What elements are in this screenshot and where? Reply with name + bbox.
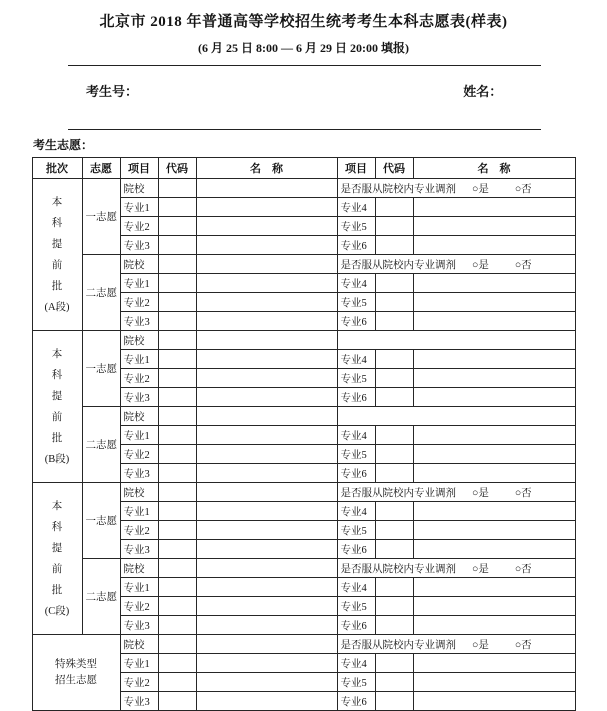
name-field[interactable]: [413, 597, 575, 616]
code-field[interactable]: [158, 369, 196, 388]
row-item-label: 专业4: [337, 426, 375, 445]
column-header: 批次: [32, 158, 82, 179]
form-title: 北京市 2018 年普通高等学校招生统考考生本科志愿表(样表): [99, 14, 508, 30]
code-field[interactable]: [375, 597, 413, 616]
adjust-option-yes[interactable]: ○是: [472, 487, 489, 499]
row-item-label: 专业3: [120, 236, 158, 255]
batch-label-line: 本: [51, 500, 63, 512]
batch-label-line: 前: [51, 563, 63, 575]
column-header: 名 称: [413, 158, 575, 179]
name-field[interactable]: [196, 521, 337, 540]
batch-label-line: 本: [51, 348, 63, 360]
table-row: [32, 179, 575, 198]
name-field[interactable]: [413, 521, 575, 540]
row-item-label: 专业5: [337, 293, 375, 312]
adjust-question: 是否服从院校内专业调剂: [340, 639, 456, 651]
code-field[interactable]: [375, 616, 413, 635]
name-field[interactable]: [196, 502, 337, 521]
code-field[interactable]: [158, 521, 196, 540]
batch-label-line: 特殊类型: [55, 658, 97, 670]
choice-label: 一志愿: [82, 331, 120, 407]
batch-label-line: 提: [51, 390, 63, 402]
name-field[interactable]: [413, 692, 575, 711]
column-header: 项目: [337, 158, 375, 179]
section-label: 考生志愿：: [33, 138, 94, 152]
name-field[interactable]: [196, 464, 337, 483]
name-field[interactable]: [196, 616, 337, 635]
name-field[interactable]: [413, 616, 575, 635]
code-field[interactable]: [375, 274, 413, 293]
row-item-label: 专业5: [337, 445, 375, 464]
batch-label-line: 招生志愿: [55, 674, 97, 686]
row-item-label: 专业5: [337, 217, 375, 236]
code-field[interactable]: [375, 502, 413, 521]
candidate-no-label: 考生号：: [86, 84, 139, 99]
code-field[interactable]: [375, 578, 413, 597]
row-item-label: 院校: [120, 255, 158, 274]
name-field[interactable]: [196, 369, 337, 388]
row-item-label: 专业6: [337, 540, 375, 559]
name-field[interactable]: [196, 597, 337, 616]
row-item-label: 专业6: [337, 692, 375, 711]
name-field[interactable]: [413, 350, 575, 369]
adjust-cell[interactable]: [337, 407, 575, 426]
code-field[interactable]: [158, 635, 196, 654]
table-row: [32, 331, 575, 350]
volunteer-table: [32, 157, 576, 711]
batch-label-line: 提: [51, 542, 63, 554]
code-field[interactable]: [375, 293, 413, 312]
row-item-label: 专业1: [120, 502, 158, 521]
name-field[interactable]: [196, 312, 337, 331]
code-field[interactable]: [375, 540, 413, 559]
row-item-label: 专业3: [120, 464, 158, 483]
code-field[interactable]: [158, 692, 196, 711]
name-field[interactable]: [196, 635, 337, 654]
table-row: [32, 255, 575, 274]
choice-label: 二志愿: [82, 255, 120, 331]
batch-label-line: 科: [51, 369, 63, 381]
row-item-label: 院校: [120, 483, 158, 502]
code-field[interactable]: [158, 388, 196, 407]
row-item-label: 专业3: [120, 616, 158, 635]
adjust-option-no[interactable]: ○否: [514, 259, 532, 271]
adjust-option-yes[interactable]: ○是: [472, 183, 489, 195]
code-field[interactable]: [375, 236, 413, 255]
name-field[interactable]: [196, 274, 337, 293]
name-field[interactable]: [413, 236, 575, 255]
name-field[interactable]: [196, 559, 337, 578]
name-field[interactable]: [413, 388, 575, 407]
code-field[interactable]: [375, 312, 413, 331]
name-field[interactable]: [196, 331, 337, 350]
table-row: [32, 483, 575, 502]
name-field[interactable]: [196, 540, 337, 559]
code-field[interactable]: [158, 559, 196, 578]
batch-label-line: 批: [51, 584, 63, 596]
adjust-cell[interactable]: [337, 331, 575, 350]
adjust-option-yes[interactable]: ○是: [472, 259, 489, 271]
code-field[interactable]: [158, 502, 196, 521]
batch-label-line: 批: [51, 432, 63, 444]
code-field[interactable]: [158, 255, 196, 274]
name-field[interactable]: [196, 350, 337, 369]
row-item-label: 院校: [120, 331, 158, 350]
batch-label-line: 提: [51, 238, 63, 250]
batch-label-line: (A段): [44, 301, 70, 313]
row-item-label: 专业4: [337, 502, 375, 521]
code-field[interactable]: [158, 331, 196, 350]
name-field[interactable]: [196, 654, 337, 673]
row-item-label: 专业6: [337, 388, 375, 407]
name-field[interactable]: [196, 217, 337, 236]
row-item-label: 院校: [120, 179, 158, 198]
code-field[interactable]: [158, 597, 196, 616]
code-field[interactable]: [158, 578, 196, 597]
name-field[interactable]: [413, 502, 575, 521]
row-item-label: 专业2: [120, 217, 158, 236]
choice-label: 二志愿: [82, 407, 120, 483]
code-field[interactable]: [375, 350, 413, 369]
row-item-label: 专业1: [120, 654, 158, 673]
code-field[interactable]: [375, 388, 413, 407]
row-item-label: 专业6: [337, 236, 375, 255]
row-item-label: 专业5: [337, 597, 375, 616]
batch-label-line: 科: [51, 217, 63, 229]
adjust-option-no[interactable]: ○否: [514, 487, 532, 499]
code-field[interactable]: [158, 293, 196, 312]
name-field[interactable]: [413, 673, 575, 692]
adjust-question: 是否服从院校内专业调剂: [340, 183, 456, 195]
name-field[interactable]: [413, 578, 575, 597]
row-item-label: 专业4: [337, 350, 375, 369]
table-row: [32, 559, 575, 578]
choice-label: 一志愿: [82, 483, 120, 559]
adjust-cell: [337, 483, 575, 502]
code-field[interactable]: [375, 692, 413, 711]
batch-label-line: (B段): [44, 453, 70, 465]
table-header-row: [32, 158, 575, 179]
adjust-option-yes[interactable]: ○是: [472, 563, 489, 575]
code-field[interactable]: [158, 673, 196, 692]
row-item-label: 专业4: [337, 198, 375, 217]
row-item-label: 院校: [120, 559, 158, 578]
row-item-label: 专业2: [120, 521, 158, 540]
adjust-cell: [337, 255, 575, 274]
adjust-option-no[interactable]: ○否: [514, 563, 532, 575]
code-field[interactable]: [158, 236, 196, 255]
row-item-label: 专业3: [120, 540, 158, 559]
code-field[interactable]: [375, 521, 413, 540]
batch-label-line: 批: [51, 280, 63, 292]
code-field[interactable]: [158, 217, 196, 236]
code-field[interactable]: [158, 464, 196, 483]
table-row: [32, 407, 575, 426]
column-header: 代码: [158, 158, 196, 179]
row-item-label: 专业2: [120, 445, 158, 464]
batch-label-line: 科: [51, 521, 63, 533]
row-item-label: 专业2: [120, 597, 158, 616]
name-field[interactable]: [413, 445, 575, 464]
adjust-question: 是否服从院校内专业调剂: [340, 259, 456, 271]
row-item-label: 专业6: [337, 312, 375, 331]
batch-label-line: 前: [51, 259, 63, 271]
name-field[interactable]: [413, 312, 575, 331]
row-item-label: 专业1: [120, 198, 158, 217]
row-item-label: 专业2: [120, 293, 158, 312]
name-field[interactable]: [413, 217, 575, 236]
row-item-label: 专业3: [120, 312, 158, 331]
name-field[interactable]: [413, 464, 575, 483]
row-item-label: 专业1: [120, 426, 158, 445]
choice-label: 一志愿: [82, 179, 120, 255]
row-item-label: 专业5: [337, 521, 375, 540]
row-item-label: 专业2: [120, 369, 158, 388]
code-field[interactable]: [158, 654, 196, 673]
name-field[interactable]: [413, 540, 575, 559]
name-field[interactable]: [413, 293, 575, 312]
code-field[interactable]: [158, 274, 196, 293]
row-item-label: 院校: [120, 635, 158, 654]
code-field[interactable]: [375, 464, 413, 483]
batch-label-line: 前: [51, 411, 63, 423]
row-item-label: 专业3: [120, 692, 158, 711]
name-field[interactable]: [196, 426, 337, 445]
table-row: [32, 635, 575, 654]
batch-label-line: 本: [51, 196, 63, 208]
row-item-label: 专业1: [120, 350, 158, 369]
column-header: 项目: [120, 158, 158, 179]
name-field[interactable]: [196, 198, 337, 217]
code-field[interactable]: [375, 217, 413, 236]
code-field[interactable]: [158, 198, 196, 217]
code-field[interactable]: [375, 198, 413, 217]
batch-label-line: (C段): [44, 605, 70, 617]
name-field[interactable]: [196, 293, 337, 312]
name-field[interactable]: [413, 426, 575, 445]
name-field[interactable]: [413, 654, 575, 673]
row-item-label: 专业5: [337, 673, 375, 692]
row-item-label: 专业1: [120, 274, 158, 293]
batch-label: [32, 179, 82, 331]
row-item-label: 专业3: [120, 388, 158, 407]
adjust-option-no[interactable]: ○否: [514, 639, 532, 651]
name-field[interactable]: [196, 179, 337, 198]
adjust-cell: [337, 635, 575, 654]
candidate-info-row: [0, 66, 607, 129]
name-field[interactable]: [413, 369, 575, 388]
row-item-label: 专业6: [337, 616, 375, 635]
name-field[interactable]: [413, 274, 575, 293]
name-field[interactable]: [196, 483, 337, 502]
column-header: 代码: [375, 158, 413, 179]
code-field[interactable]: [375, 445, 413, 464]
name-label: 姓名：: [463, 84, 503, 99]
name-field[interactable]: [413, 198, 575, 217]
code-field[interactable]: [158, 483, 196, 502]
adjust-option-no[interactable]: ○否: [514, 183, 532, 195]
form-subtitle: (6 月 25 日 8:00 — 6 月 29 日 20:00 填报): [198, 41, 409, 55]
code-field[interactable]: [158, 616, 196, 635]
code-field[interactable]: [158, 407, 196, 426]
divider-bottom: [68, 129, 541, 130]
row-item-label: 专业5: [337, 369, 375, 388]
batch-label: [32, 635, 120, 711]
column-header: 志愿: [82, 158, 120, 179]
code-field[interactable]: [375, 654, 413, 673]
batch-label: [32, 483, 82, 635]
row-item-label: 专业4: [337, 274, 375, 293]
column-header: 名 称: [196, 158, 337, 179]
row-item-label: 专业4: [337, 578, 375, 597]
adjust-cell: [337, 559, 575, 578]
adjust-question: 是否服从院校内专业调剂: [340, 563, 456, 575]
adjust-question: 是否服从院校内专业调剂: [340, 487, 456, 499]
code-field[interactable]: [375, 369, 413, 388]
code-field[interactable]: [375, 673, 413, 692]
choice-label: 二志愿: [82, 559, 120, 635]
name-field[interactable]: [196, 673, 337, 692]
code-field[interactable]: [158, 445, 196, 464]
code-field[interactable]: [158, 312, 196, 331]
name-field[interactable]: [196, 445, 337, 464]
name-field[interactable]: [196, 236, 337, 255]
name-field[interactable]: [196, 692, 337, 711]
code-field[interactable]: [158, 350, 196, 369]
code-field[interactable]: [158, 540, 196, 559]
row-item-label: 专业4: [337, 654, 375, 673]
name-field[interactable]: [196, 255, 337, 274]
row-item-label: 专业6: [337, 464, 375, 483]
code-field[interactable]: [158, 179, 196, 198]
code-field[interactable]: [158, 426, 196, 445]
name-field[interactable]: [196, 407, 337, 426]
adjust-option-yes[interactable]: ○是: [472, 639, 489, 651]
name-field[interactable]: [196, 388, 337, 407]
batch-label: [32, 331, 82, 483]
row-item-label: 院校: [120, 407, 158, 426]
row-item-label: 专业1: [120, 578, 158, 597]
adjust-cell: [337, 179, 575, 198]
candidate-no-field[interactable]: [138, 86, 248, 100]
name-field[interactable]: [86, 102, 196, 116]
name-field[interactable]: [196, 578, 337, 597]
row-item-label: 专业2: [120, 673, 158, 692]
code-field[interactable]: [375, 426, 413, 445]
